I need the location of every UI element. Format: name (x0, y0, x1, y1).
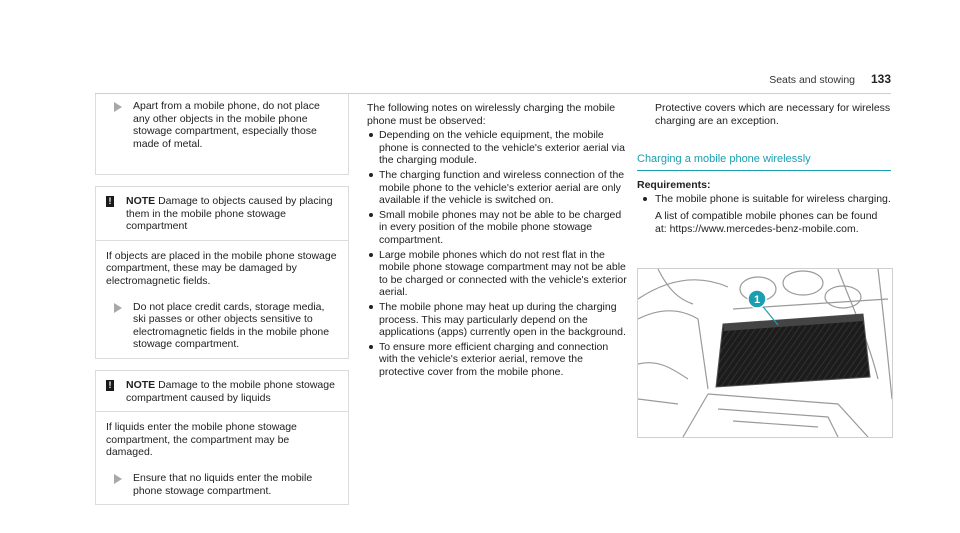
note-action-text: Ensure that no liquids enter the mobile phone stowage compartment. (133, 471, 313, 497)
callout-number: 1 (753, 294, 761, 306)
warning-exclamation-icon: ! (106, 196, 114, 207)
note-header (96, 187, 348, 241)
note-body (96, 241, 348, 358)
requirements-list (637, 193, 891, 235)
arrow-bullet-icon (114, 303, 122, 313)
note-title: Damage to the mobile phone stowage compartment caused by liquids (126, 378, 335, 404)
instruction-text: Apart from a mobile phone, do not place any other objects in the mobile phone stowage compartment, especially those made of metal. (133, 100, 320, 150)
list-item: The mobile phone may heat up during the charging process. This may particularly depend on the applications (apps) currently open in the background. (367, 301, 629, 339)
page-number: 133 (870, 72, 891, 86)
charging-compartment-figure (637, 268, 893, 438)
intro-paragraph: The following notes on wirelessly charging the mobile phone must be observed: (367, 102, 616, 127)
note-action-text: Do not place credit cards, storage media, ski passes or other objects sensitive to electromagnetic fields in the mobile phone stowage compartment. (133, 300, 330, 351)
list-item: Depending on the vehicle equipment, the mobile phone is connected to the vehicle's exterior aerial via the charging module. (367, 129, 629, 167)
charging-notes-list (367, 129, 629, 378)
right-column (637, 102, 891, 235)
arrow-bullet-icon (114, 474, 122, 484)
left-column (95, 94, 349, 505)
continuation-paragraph: Protective covers which are necessary for wireless charging are an exception. (655, 102, 891, 127)
requirement-detail: A list of compatible mobile phones can be found at: https://www.mercedes-benz-mobile.com. (655, 209, 878, 235)
note-title: Damage to objects caused by placing them in the mobile phone stowage compartment (126, 195, 333, 233)
note-action-step (110, 472, 338, 497)
list-item: The charging function and wireless connection of the mobile phone to the vehicle's exterior aerial are only available if the vehicle is switched on. (367, 169, 629, 207)
note-box-objects (95, 186, 349, 359)
note-description: If liquids enter the mobile phone stowage compartment, the compartment may be damaged. (106, 421, 297, 459)
requirement-item (637, 193, 891, 235)
arrow-bullet-icon (114, 102, 122, 112)
middle-column (367, 102, 629, 378)
list-item: Small mobile phones may not be able to be charged in every position of the mobile phone stowage compartment. (367, 209, 629, 247)
note-description: If objects are placed in the mobile phone stowage compartment, these may be damaged by electromagnetic fields. (106, 249, 337, 287)
note-box-liquids (95, 370, 349, 505)
list-item: Large mobile phones which do not rest flat in the mobile phone stowage compartment may not be able to be charged or connected with the vehicle's exterior aerial. (367, 249, 629, 299)
section-heading: Charging a mobile phone wirelessly (637, 153, 891, 171)
instruction-step (110, 100, 338, 150)
note-body (96, 412, 348, 504)
note-label: NOTE (126, 195, 156, 207)
continued-instruction-box (95, 94, 349, 175)
section-name: Seats and stowing (769, 74, 855, 86)
console-illustration (638, 269, 892, 437)
note-header (96, 371, 348, 412)
warning-exclamation-icon: ! (106, 380, 114, 391)
requirements-heading: Requirements: (637, 178, 711, 191)
list-item: To ensure more efficient charging and connection with the vehicle's exterior aerial, remove the protective cover from the mobile phone. (367, 341, 629, 379)
note-label: NOTE (126, 378, 156, 391)
page-header (95, 70, 891, 94)
requirement-text: The mobile phone is suitable for wireless charging. (655, 193, 891, 206)
note-action-step (110, 301, 338, 351)
